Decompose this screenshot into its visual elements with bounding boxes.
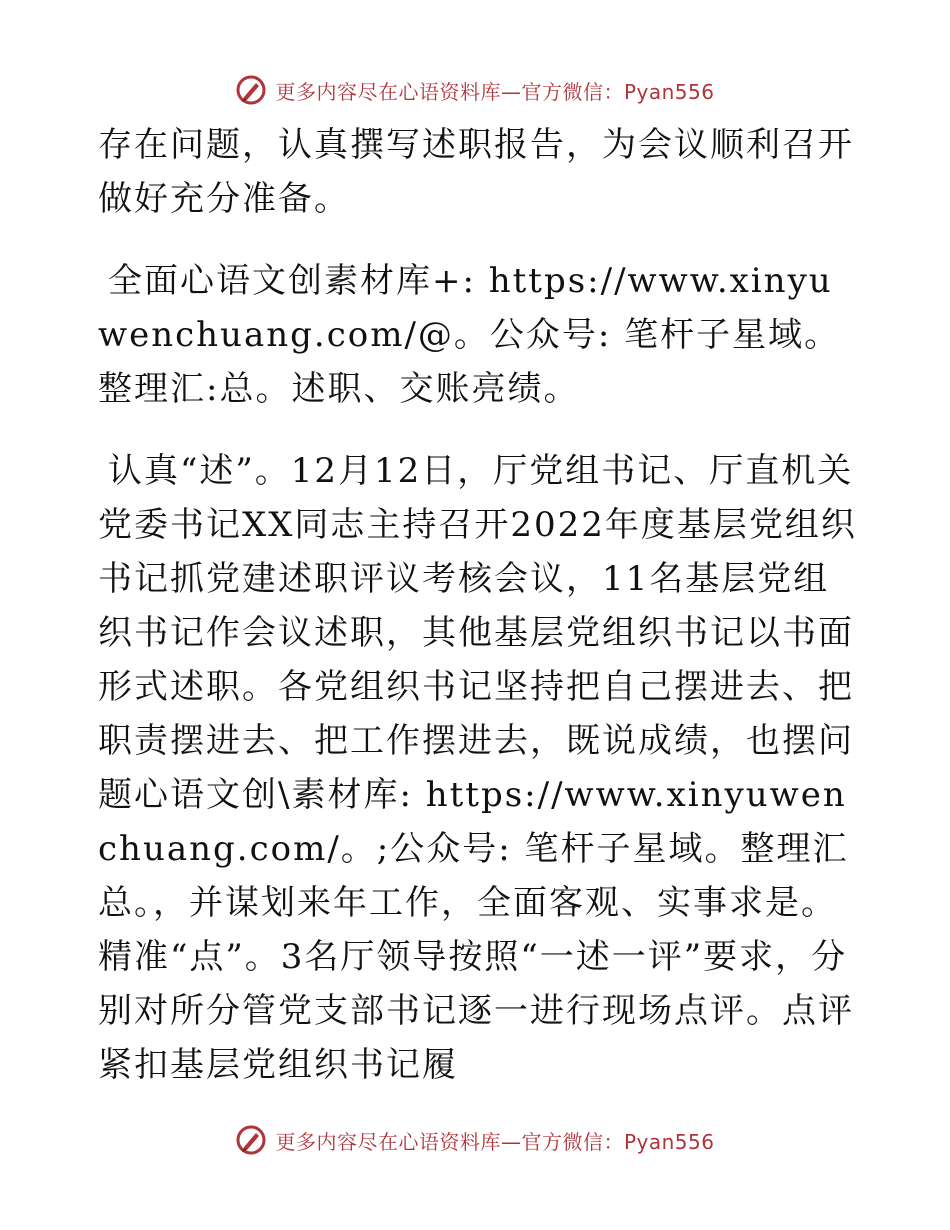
header-banner-text: 更多内容尽在心语资料库—官方微信：Pyan556 (275, 79, 715, 104)
paragraph-3: 认真“述”。12月12日，厅党组书记、厅直机关党委书记XX同志主持召开2022年度基层党组织书记抓党建述职评议考核会议，11名基层党组织书记作会议述职，其他基层党组织书记以书面形式述职。各党组织书记坚持把自己摆进去、把职责摆进去、把工作摆进去，既说成绩，也摆问题心语文创\素材库: https://www.xinyuwenchuang.com/。;公众号: 笔杆子星域。整理汇总。，并谋划来年工作，全面客观、实事求是。精准“点”。3名厅领导按照“一述一评”要求，分别对所分管党支部书记逐一进行现场点评。点评紧扣基层党组织书记履 (98, 451, 857, 1085)
paragraph-2: 全面心语文创素材库+: https://www.xinyuwenchuang.com/@。公众号: 笔杆子星域。整理汇:总。述职、交账亮绩。 (98, 261, 841, 409)
paragraph-1: 存在问题，认真撰写述职报告，为会议顺利召开做好充分准备。 (98, 125, 854, 219)
footer-banner-text: 更多内容尽在心语资料库—官方微信：Pyan556 (275, 1129, 715, 1154)
header-banner (0, 70, 950, 110)
document-body (98, 118, 858, 1092)
pen-logo-icon (235, 74, 267, 106)
pen-logo-icon (235, 1124, 267, 1156)
footer-banner (0, 1120, 950, 1160)
